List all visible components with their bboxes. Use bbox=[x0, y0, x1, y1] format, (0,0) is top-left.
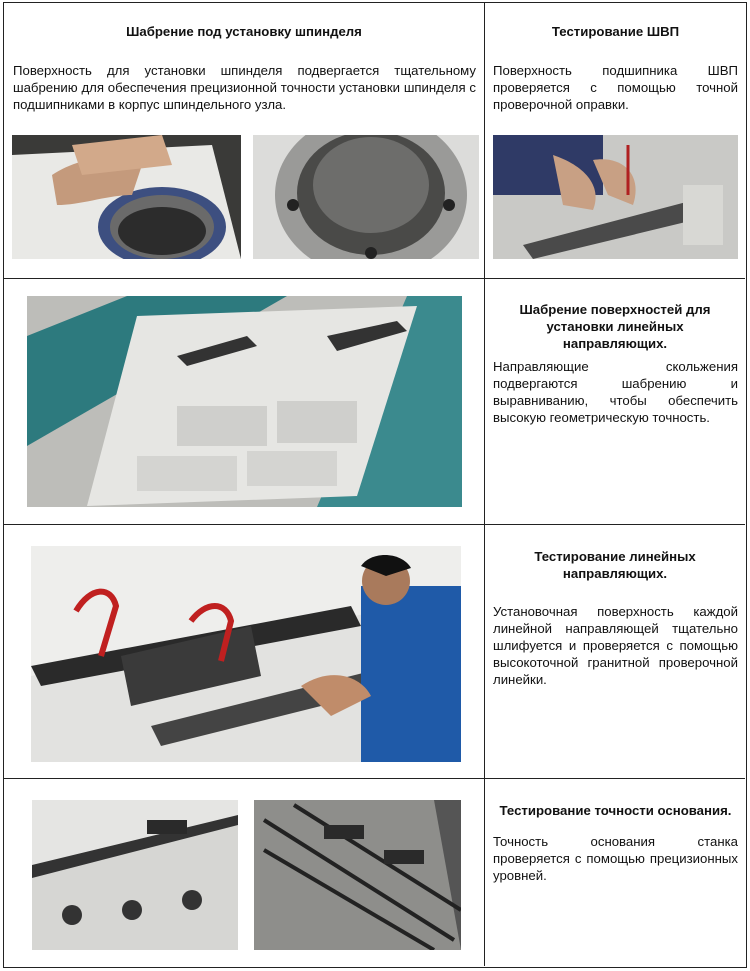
linear-guide-scraping-photo bbox=[27, 296, 462, 507]
column-divider bbox=[484, 779, 485, 966]
ballscrew-test-photo bbox=[493, 135, 738, 259]
cell-text: Поверхность подшипника ШВП проверяется с помощью точной проверочной оправки. bbox=[493, 63, 738, 112]
base-accuracy-photo-2 bbox=[254, 800, 461, 950]
spindle-scraping-photo-2 bbox=[253, 135, 479, 259]
column-divider bbox=[484, 279, 485, 524]
column-divider bbox=[484, 3, 485, 123]
cell-title: Шабрение поверхностей для установки линейных направляющих. bbox=[519, 302, 711, 351]
column-divider bbox=[484, 123, 485, 278]
table-row bbox=[4, 525, 745, 779]
spindle-scraping-photo-1 bbox=[12, 135, 241, 259]
linear-guide-test-photo bbox=[31, 546, 461, 762]
cell-text: Точность основания станка проверяется с помощью прецизионных уровней. bbox=[493, 834, 738, 883]
content-table bbox=[3, 2, 747, 968]
cell-title: Тестирование ШВП bbox=[551, 24, 680, 39]
cell-title: Шабрение под установку шпинделя bbox=[126, 24, 362, 39]
table-row bbox=[4, 3, 745, 123]
table-row bbox=[4, 123, 745, 279]
cell-text: Поверхность для установки шпинделя подвергается тщательному шабрению для обеспечения прецизионной точности установки шпинделя с подшипниками в корпус шпиндельного узла. bbox=[13, 63, 476, 112]
base-accuracy-photo-1 bbox=[32, 800, 238, 950]
cell-title: Тестирование точности основания. bbox=[499, 803, 732, 818]
cell-text: Установочная поверхность каждой линейной направляющей тщательно шлифуется и проверяется с помощью высокоточной гранитной проверочной линейки. bbox=[493, 604, 738, 687]
cell-title: Тестирование линейных направляющих. bbox=[534, 549, 696, 581]
table-row bbox=[4, 279, 745, 525]
cell-text: Направляющие скольжения подвергаются шабрению и выравниванию, чтобы обеспечить высокую геометрическую точность. bbox=[493, 359, 738, 425]
table-row bbox=[4, 779, 745, 966]
column-divider bbox=[484, 525, 485, 778]
